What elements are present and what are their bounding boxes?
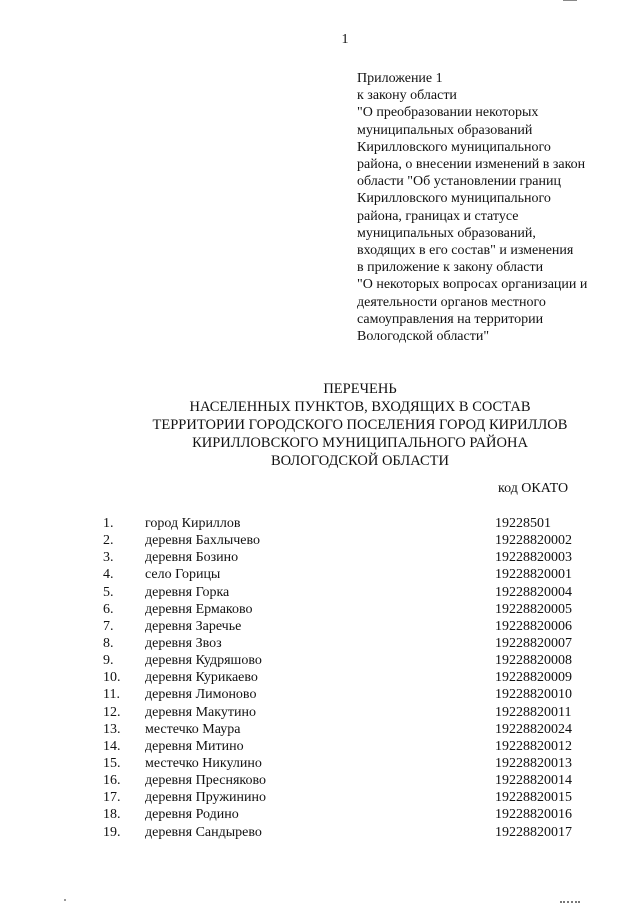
item-number: 14. [103, 738, 121, 754]
list-item [0, 738, 640, 755]
list-item [0, 669, 640, 686]
appendix-note-line: района, о внесении изменений в закон [357, 157, 586, 173]
list-heading [100, 380, 620, 470]
item-number: 9. [103, 653, 114, 669]
appendix-note-line: самоуправления на территории [357, 311, 544, 327]
list-item [0, 652, 640, 669]
settlement-name: деревня Бозино [145, 550, 239, 566]
settlement-name: деревня Курикаево [145, 670, 258, 686]
settlement-name: деревня Сандырево [145, 824, 262, 840]
settlement-name: деревня Пружинино [145, 790, 266, 806]
item-number: 5. [103, 584, 114, 600]
list-item [0, 618, 640, 635]
item-number: 10. [103, 670, 121, 686]
okato-code: 19228820007 [495, 635, 572, 651]
okato-code: 19228820017 [495, 824, 572, 840]
item-number: 11. [103, 687, 120, 703]
appendix-note-line: "О некоторых вопросах организации и [357, 277, 588, 293]
appendix-note-line: "О преобразовании некоторых [357, 105, 539, 121]
okato-code: 19228820011 [495, 704, 572, 720]
item-number: 16. [103, 773, 121, 789]
settlement-name: город Кириллов [145, 516, 241, 531]
settlement-name: деревня Родино [145, 807, 239, 823]
item-number: 1. [103, 516, 114, 531]
settlement-name: деревня Горка [145, 584, 230, 600]
item-number: 4. [103, 567, 114, 583]
okato-code: 19228820003 [495, 550, 572, 566]
okato-code: 19228820024 [495, 721, 572, 737]
item-number: 7. [103, 618, 114, 634]
scan-speck [64, 899, 66, 901]
okato-code: 19228501 [495, 516, 551, 531]
item-number: 8. [103, 635, 114, 651]
list-item [0, 772, 640, 789]
list-heading-line: НАСЕЛЕННЫХ ПУНКТОВ, ВХОДЯЩИХ В СОСТАВ [189, 399, 531, 415]
settlement-name: деревня Макутино [145, 704, 256, 720]
list-heading-line: ТЕРРИТОРИИ ГОРОДСКОГО ПОСЕЛЕНИЯ ГОРОД КИРИЛЛОВ [152, 417, 568, 433]
list-item [0, 721, 640, 738]
appendix-note-line: к закону области [357, 88, 457, 104]
okato-code: 19228820016 [495, 807, 572, 823]
appendix-note-line: деятельности органов местного [357, 294, 546, 310]
settlements-list [0, 515, 640, 841]
item-number: 19. [103, 824, 121, 840]
settlement-name: деревня Кудряшово [145, 653, 262, 669]
settlement-name: деревня Заречье [145, 618, 242, 634]
okato-code: 19228820006 [495, 618, 572, 634]
appendix-note-line: Приложение 1 [357, 71, 443, 86]
list-heading-line: ВОЛОГОДСКОЙ ОБЛАСТИ [271, 453, 449, 469]
settlement-name: деревня Пресняково [145, 773, 267, 789]
settlement-name: деревня Ермаково [145, 601, 253, 617]
list-item [0, 635, 640, 652]
appendix-note-line: муниципальных образований, [357, 225, 536, 241]
list-item [0, 584, 640, 601]
settlement-name: местечко Маура [145, 721, 241, 737]
settlement-name: деревня Лимоново [145, 687, 257, 703]
appendix-note-line: Кирилловского муниципального [357, 139, 551, 155]
item-number: 6. [103, 601, 114, 617]
list-item [0, 532, 640, 549]
item-number: 18. [103, 807, 121, 823]
list-item [0, 686, 640, 703]
settlement-name: село Горицы [145, 567, 221, 583]
appendix-note-line: области "Об установлении границ [357, 174, 561, 190]
list-item [0, 704, 640, 721]
list-heading-title: ПЕРЕЧЕНЬ [323, 381, 397, 397]
appendix-note-line: района, границах и статусе [357, 208, 519, 224]
okato-code: 19228820014 [495, 773, 572, 789]
item-number: 13. [103, 721, 121, 737]
appendix-note [357, 70, 622, 345]
okato-code: 19228820008 [495, 653, 572, 669]
settlement-name: деревня Звоз [145, 635, 222, 651]
okato-column-header: код ОКАТО [498, 481, 569, 496]
settlement-name: деревня Бахлычево [145, 533, 261, 549]
settlement-name: деревня Митино [145, 738, 244, 754]
okato-code: 19228820005 [495, 601, 572, 617]
item-number: 3. [103, 550, 114, 566]
settlement-name: местечко Никулино [145, 755, 262, 771]
okato-code: 19228820010 [495, 687, 572, 703]
appendix-note-line: Вологодской области" [357, 329, 490, 345]
item-number: 17. [103, 790, 121, 806]
list-item [0, 755, 640, 772]
okato-code: 19228820012 [495, 738, 572, 754]
okato-code: 19228820013 [495, 755, 572, 771]
list-item [0, 824, 640, 841]
list-item [0, 549, 640, 566]
appendix-note-line: муниципальных образований [357, 122, 533, 138]
item-number: 15. [103, 755, 121, 771]
appendix-note-line: входящих в его состав" и изменения [357, 243, 574, 259]
appendix-note-line: в приложение к закону области [357, 260, 544, 276]
list-item [0, 789, 640, 806]
okato-code: 19228820009 [495, 670, 572, 686]
list-item [0, 515, 640, 532]
page-number: 1 [341, 32, 349, 47]
item-number: 2. [103, 533, 114, 549]
okato-code: 19228820004 [495, 584, 572, 600]
list-item [0, 806, 640, 823]
scan-mark-bottom [560, 898, 580, 903]
scan-mark-top [563, 0, 577, 4]
item-number: 12. [103, 704, 121, 720]
list-item [0, 601, 640, 618]
list-item [0, 566, 640, 583]
list-heading-line: КИРИЛЛОВСКОГО МУНИЦИПАЛЬНОГО РАЙОНА [192, 435, 528, 451]
okato-code: 19228820015 [495, 790, 572, 806]
appendix-note-line: Кирилловского муниципального [357, 191, 551, 207]
okato-code: 19228820002 [495, 533, 572, 549]
okato-code: 19228820001 [495, 567, 572, 583]
